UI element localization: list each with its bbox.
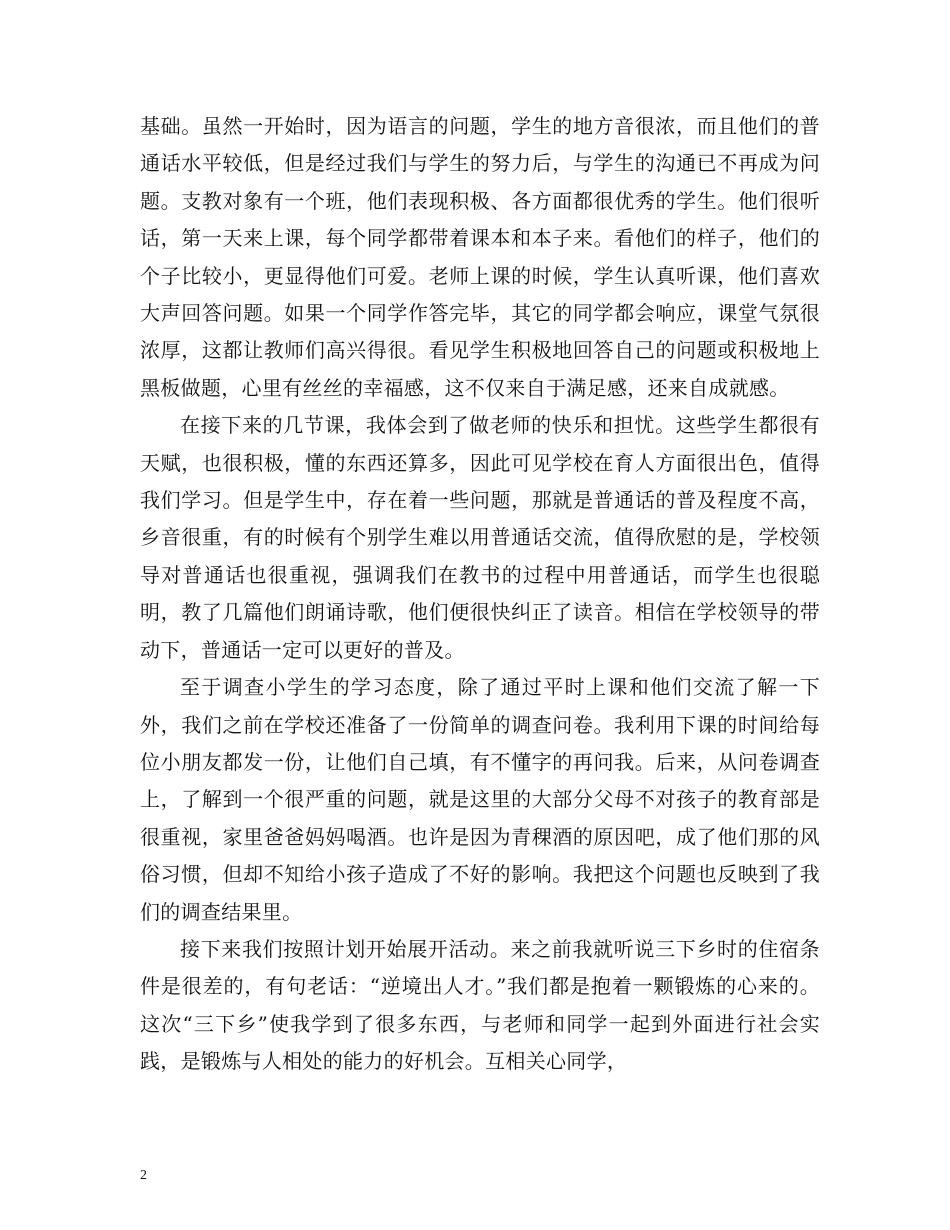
page-number: 2 xyxy=(140,1168,147,1183)
paragraph-2: 在接下来的几节课，我体会到了做老师的快乐和担忧。这些学生都很有天赋，也很积极，懂的东西还算多，因此可见学校在育人方面很出色，值得我们学习。但是学生中，存在着一些问题，那就是普通话的普及程度不高，乡音很重，有的时候有个别学生难以用普通话交流，值得欣慰的是，学校领导对普通话也很重视，强调我们在教书的过程中用普通话，而学生也很聪明，教了几篇他们朗诵诗歌，他们便很快纠正了读音。相信在学校领导的带动下，普通话一定可以更好的普及。 xyxy=(140,413,820,662)
paragraph-1: 基础。虽然一开始时，因为语言的问题，学生的地方音很浓，而且他们的普通话水平较低，但是经过我们与学生的努力后，与学生的沟通已不再成为问题。支教对象有一个班，他们表现积极、各方面都很优秀的学生。他们很听话，第一天来上课，每个同学都带着课本和本子来。看他们的样子，他们的个子比较小，更显得他们可爱。老师上课的时候，学生认真听课，他们喜欢大声回答问题。如果一个同学作答完毕，其它的同学都会响应，课堂气氛很浓厚，这都让教师们高兴得很。看见学生积极地回答自己的问题或积极地上黑板做题，心里有丝丝的幸福感，这不仅来自于满足感，还来自成就感。 xyxy=(140,114,820,400)
paragraph-3: 至于调查小学生的学习态度，除了通过平时上课和他们交流了解一下外，我们之前在学校还准备了一份简单的调查问卷。我利用下课的时间给每位小朋友都发一份，让他们自己填，有不懂字的再问我。后来，从问卷调查上，了解到一个很严重的问题，就是这里的大部分父母不对孩子的教育部是很重视，家里爸爸妈妈喝酒。也许是因为青稞酒的原因吧，成了他们那的风俗习惯，但却不知给小孩子造成了不好的影响。我把这个问题也反映到了我们的调查结果里。 xyxy=(140,675,820,924)
body-text xyxy=(140,108,820,1081)
paragraph-4: 接下来我们按照计划开始展开活动。来之前我就听说三下乡时的住宿条件是很差的，有句老话：“逆境出人才。”我们都是抱着一颗锻炼的心来的。这次“三下乡”使我学到了很多东西，与老师和同学一起到外面进行社会实践，是锻炼与人相处的能力的好机会。互相关心同学， xyxy=(140,936,820,1074)
